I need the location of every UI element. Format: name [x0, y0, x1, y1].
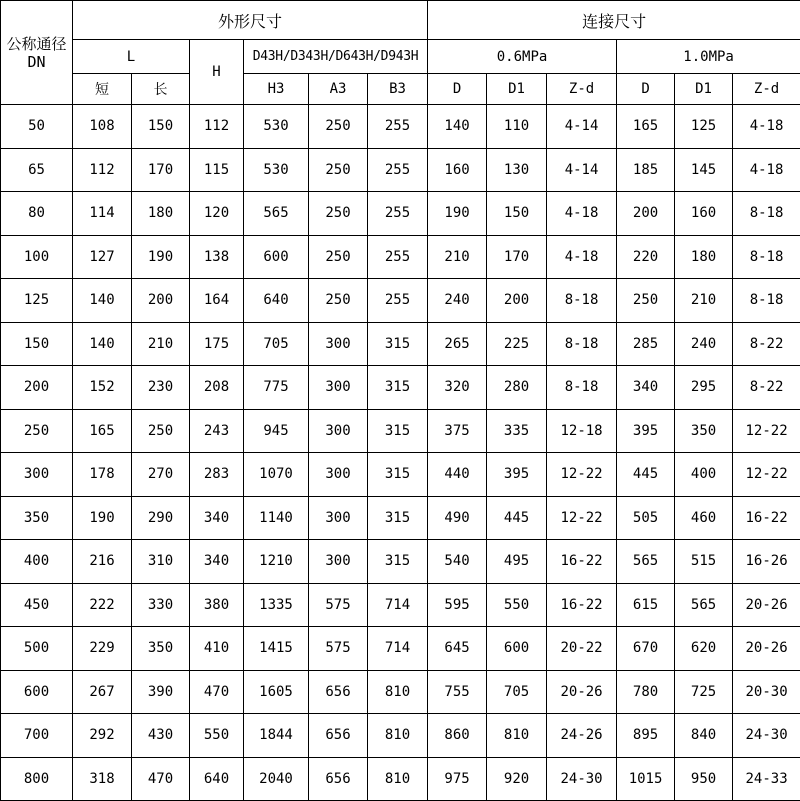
cell-zd-1-0: 8-18 [733, 279, 800, 323]
cell-zd-0-6: 16-22 [547, 583, 617, 627]
table-row [1, 279, 800, 323]
table-row [1, 627, 800, 671]
nominal-diameter-label: 公称通径 [6, 35, 66, 53]
cell-h3: 1844 [244, 714, 309, 758]
cell-d1-1-0: 295 [675, 366, 733, 410]
cell-d-0-6: 210 [428, 235, 487, 279]
cell-d1-0-6: 810 [487, 714, 547, 758]
cell-height-h: 380 [190, 583, 244, 627]
cell-short-length: 165 [73, 409, 132, 453]
cell-dn: 125 [1, 279, 73, 323]
cell-d-1-0: 165 [617, 105, 675, 149]
table-row [1, 322, 800, 366]
cell-zd-1-0: 4-18 [733, 148, 800, 192]
cell-dn: 300 [1, 453, 73, 497]
cell-d1-1-0: 840 [675, 714, 733, 758]
cell-b3: 255 [368, 192, 428, 236]
cell-long-length: 310 [132, 540, 190, 584]
cell-a3: 300 [309, 496, 368, 540]
cell-d-1-0: 200 [617, 192, 675, 236]
outline-dimensions-header: 外形尺寸 [73, 1, 428, 40]
dn-label: DN [27, 53, 45, 71]
cell-short-length: 152 [73, 366, 132, 410]
cell-zd-0-6: 8-18 [547, 279, 617, 323]
cell-dn: 800 [1, 757, 73, 801]
cell-d1-0-6: 445 [487, 496, 547, 540]
table-row [1, 105, 800, 149]
table-row [1, 453, 800, 497]
cell-height-h: 470 [190, 670, 244, 714]
cell-h3: 565 [244, 192, 309, 236]
header-row-columns [1, 74, 800, 105]
cell-d-0-6: 755 [428, 670, 487, 714]
cell-dn: 600 [1, 670, 73, 714]
cell-dn: 80 [1, 192, 73, 236]
cell-h3: 1605 [244, 670, 309, 714]
cell-short-length: 178 [73, 453, 132, 497]
d-0-6-header: D [428, 74, 487, 105]
cell-short-length: 112 [73, 148, 132, 192]
cell-d1-0-6: 600 [487, 627, 547, 671]
d-1-0-header: D [617, 74, 675, 105]
cell-d1-1-0: 565 [675, 583, 733, 627]
cell-dn: 400 [1, 540, 73, 584]
cell-long-length: 170 [132, 148, 190, 192]
cell-d1-0-6: 550 [487, 583, 547, 627]
cell-height-h: 164 [190, 279, 244, 323]
table-row [1, 148, 800, 192]
header-row-groups [1, 1, 800, 40]
cell-d-0-6: 860 [428, 714, 487, 758]
cell-b3: 255 [368, 105, 428, 149]
cell-d1-1-0: 180 [675, 235, 733, 279]
cell-short-length: 222 [73, 583, 132, 627]
cell-d1-1-0: 350 [675, 409, 733, 453]
table-body [1, 105, 800, 801]
zd-1-0-header: Z-d [733, 74, 800, 105]
cell-long-length: 330 [132, 583, 190, 627]
cell-dn: 350 [1, 496, 73, 540]
cell-d1-0-6: 335 [487, 409, 547, 453]
cell-short-length: 114 [73, 192, 132, 236]
cell-a3: 250 [309, 148, 368, 192]
cell-d-1-0: 250 [617, 279, 675, 323]
cell-b3: 255 [368, 235, 428, 279]
cell-long-length: 150 [132, 105, 190, 149]
cell-zd-1-0: 16-26 [733, 540, 800, 584]
cell-d-1-0: 895 [617, 714, 675, 758]
cell-b3: 714 [368, 627, 428, 671]
cell-d1-0-6: 150 [487, 192, 547, 236]
cell-short-length: 229 [73, 627, 132, 671]
cell-a3: 250 [309, 192, 368, 236]
cell-h3: 2040 [244, 757, 309, 801]
h3-header: H3 [244, 74, 309, 105]
cell-long-length: 270 [132, 453, 190, 497]
cell-d1-0-6: 130 [487, 148, 547, 192]
cell-short-length: 140 [73, 279, 132, 323]
cell-d1-1-0: 460 [675, 496, 733, 540]
cell-d-1-0: 670 [617, 627, 675, 671]
cell-d1-1-0: 400 [675, 453, 733, 497]
cell-d-0-6: 440 [428, 453, 487, 497]
cell-d-1-0: 615 [617, 583, 675, 627]
cell-b3: 255 [368, 148, 428, 192]
cell-long-length: 250 [132, 409, 190, 453]
height-H-header: H [190, 40, 244, 105]
cell-d1-0-6: 225 [487, 322, 547, 366]
cell-d1-1-0: 210 [675, 279, 733, 323]
cell-a3: 300 [309, 322, 368, 366]
cell-h3: 775 [244, 366, 309, 410]
cell-short-length: 216 [73, 540, 132, 584]
cell-d1-0-6: 110 [487, 105, 547, 149]
cell-b3: 315 [368, 540, 428, 584]
long-length-header: 长 [132, 74, 190, 105]
short-length-header: 短 [73, 74, 132, 105]
cell-h3: 945 [244, 409, 309, 453]
cell-d-0-6: 140 [428, 105, 487, 149]
cell-h3: 1210 [244, 540, 309, 584]
cell-d-0-6: 375 [428, 409, 487, 453]
cell-height-h: 550 [190, 714, 244, 758]
cell-short-length: 140 [73, 322, 132, 366]
cell-dn: 100 [1, 235, 73, 279]
cell-h3: 1415 [244, 627, 309, 671]
cell-long-length: 230 [132, 366, 190, 410]
b3-header: B3 [368, 74, 428, 105]
cell-d-1-0: 505 [617, 496, 675, 540]
cell-long-length: 430 [132, 714, 190, 758]
length-L-header: L [73, 40, 190, 74]
cell-h3: 1335 [244, 583, 309, 627]
cell-zd-0-6: 12-22 [547, 453, 617, 497]
cell-b3: 315 [368, 322, 428, 366]
table-header [1, 1, 800, 105]
cell-zd-1-0: 16-22 [733, 496, 800, 540]
cell-d1-1-0: 145 [675, 148, 733, 192]
valve-models-header: D43H/D343H/D643H/D943H [244, 40, 428, 74]
zd-0-6-header: Z-d [547, 74, 617, 105]
cell-a3: 575 [309, 583, 368, 627]
cell-zd-0-6: 24-26 [547, 714, 617, 758]
cell-height-h: 115 [190, 148, 244, 192]
cell-d1-1-0: 240 [675, 322, 733, 366]
cell-b3: 315 [368, 409, 428, 453]
cell-dn: 250 [1, 409, 73, 453]
cell-zd-0-6: 20-26 [547, 670, 617, 714]
cell-long-length: 210 [132, 322, 190, 366]
cell-zd-1-0: 8-18 [733, 192, 800, 236]
cell-zd-1-0: 8-18 [733, 235, 800, 279]
nominal-diameter-header [1, 1, 73, 105]
cell-zd-1-0: 8-22 [733, 366, 800, 410]
cell-d1-1-0: 620 [675, 627, 733, 671]
cell-zd-1-0: 24-30 [733, 714, 800, 758]
cell-a3: 656 [309, 670, 368, 714]
cell-b3: 810 [368, 670, 428, 714]
cell-zd-1-0: 24-33 [733, 757, 800, 801]
cell-b3: 810 [368, 714, 428, 758]
cell-b3: 810 [368, 757, 428, 801]
cell-d1-1-0: 725 [675, 670, 733, 714]
cell-d-0-6: 645 [428, 627, 487, 671]
cell-height-h: 340 [190, 540, 244, 584]
cell-height-h: 138 [190, 235, 244, 279]
cell-d1-1-0: 160 [675, 192, 733, 236]
cell-b3: 315 [368, 496, 428, 540]
cell-b3: 315 [368, 366, 428, 410]
cell-zd-0-6: 4-18 [547, 192, 617, 236]
cell-zd-0-6: 4-18 [547, 235, 617, 279]
cell-d-1-0: 340 [617, 366, 675, 410]
cell-a3: 250 [309, 105, 368, 149]
cell-zd-0-6: 12-18 [547, 409, 617, 453]
cell-d-0-6: 540 [428, 540, 487, 584]
cell-d-1-0: 185 [617, 148, 675, 192]
cell-h3: 600 [244, 235, 309, 279]
cell-zd-0-6: 8-18 [547, 322, 617, 366]
table-row [1, 540, 800, 584]
cell-zd-0-6: 12-22 [547, 496, 617, 540]
table-row [1, 366, 800, 410]
cell-zd-1-0: 12-22 [733, 453, 800, 497]
cell-d-0-6: 595 [428, 583, 487, 627]
cell-d1-1-0: 125 [675, 105, 733, 149]
cell-d-1-0: 220 [617, 235, 675, 279]
cell-height-h: 120 [190, 192, 244, 236]
cell-b3: 714 [368, 583, 428, 627]
cell-long-length: 290 [132, 496, 190, 540]
cell-height-h: 640 [190, 757, 244, 801]
cell-zd-0-6: 20-22 [547, 627, 617, 671]
cell-zd-1-0: 20-30 [733, 670, 800, 714]
cell-height-h: 175 [190, 322, 244, 366]
cell-dn: 450 [1, 583, 73, 627]
cell-h3: 705 [244, 322, 309, 366]
pressure-1-0mpa-header: 1.0MPa [617, 40, 800, 74]
cell-dn: 50 [1, 105, 73, 149]
cell-long-length: 470 [132, 757, 190, 801]
d1-1-0-header: D1 [675, 74, 733, 105]
cell-a3: 575 [309, 627, 368, 671]
cell-d-1-0: 445 [617, 453, 675, 497]
cell-d1-0-6: 395 [487, 453, 547, 497]
pressure-0-6mpa-header: 0.6MPa [428, 40, 617, 74]
cell-b3: 255 [368, 279, 428, 323]
cell-short-length: 292 [73, 714, 132, 758]
cell-h3: 640 [244, 279, 309, 323]
cell-a3: 656 [309, 757, 368, 801]
cell-h3: 1140 [244, 496, 309, 540]
cell-height-h: 283 [190, 453, 244, 497]
cell-a3: 300 [309, 409, 368, 453]
cell-dn: 150 [1, 322, 73, 366]
table-row [1, 757, 800, 801]
cell-d-0-6: 190 [428, 192, 487, 236]
cell-d1-0-6: 170 [487, 235, 547, 279]
table-row [1, 583, 800, 627]
cell-height-h: 243 [190, 409, 244, 453]
cell-d-0-6: 975 [428, 757, 487, 801]
cell-short-length: 127 [73, 235, 132, 279]
cell-long-length: 350 [132, 627, 190, 671]
cell-d1-0-6: 920 [487, 757, 547, 801]
cell-d-1-0: 780 [617, 670, 675, 714]
cell-d1-1-0: 950 [675, 757, 733, 801]
table-row [1, 192, 800, 236]
cell-short-length: 267 [73, 670, 132, 714]
cell-d1-1-0: 515 [675, 540, 733, 584]
cell-long-length: 390 [132, 670, 190, 714]
d1-0-6-header: D1 [487, 74, 547, 105]
cell-dn: 700 [1, 714, 73, 758]
table-row [1, 235, 800, 279]
cell-a3: 250 [309, 279, 368, 323]
cell-height-h: 208 [190, 366, 244, 410]
table-row [1, 496, 800, 540]
cell-a3: 300 [309, 366, 368, 410]
cell-h3: 1070 [244, 453, 309, 497]
cell-zd-1-0: 8-22 [733, 322, 800, 366]
cell-d1-0-6: 705 [487, 670, 547, 714]
cell-dn: 200 [1, 366, 73, 410]
cell-zd-1-0: 20-26 [733, 583, 800, 627]
cell-d-0-6: 160 [428, 148, 487, 192]
cell-d1-0-6: 280 [487, 366, 547, 410]
table-row [1, 670, 800, 714]
cell-a3: 250 [309, 235, 368, 279]
cell-height-h: 410 [190, 627, 244, 671]
cell-zd-1-0: 20-26 [733, 627, 800, 671]
cell-d-0-6: 265 [428, 322, 487, 366]
cell-d1-0-6: 495 [487, 540, 547, 584]
cell-zd-0-6: 24-30 [547, 757, 617, 801]
cell-zd-1-0: 12-22 [733, 409, 800, 453]
cell-d-1-0: 285 [617, 322, 675, 366]
header-row-subgroups [1, 40, 800, 74]
table-row [1, 409, 800, 453]
cell-a3: 300 [309, 540, 368, 584]
cell-short-length: 190 [73, 496, 132, 540]
cell-zd-1-0: 4-18 [733, 105, 800, 149]
cell-zd-0-6: 4-14 [547, 148, 617, 192]
cell-long-length: 180 [132, 192, 190, 236]
cell-short-length: 318 [73, 757, 132, 801]
cell-d-0-6: 240 [428, 279, 487, 323]
cell-b3: 315 [368, 453, 428, 497]
cell-d-1-0: 1015 [617, 757, 675, 801]
cell-d-1-0: 565 [617, 540, 675, 584]
cell-height-h: 112 [190, 105, 244, 149]
cell-zd-0-6: 16-22 [547, 540, 617, 584]
cell-short-length: 108 [73, 105, 132, 149]
connection-dimensions-header: 连接尺寸 [428, 1, 800, 40]
cell-d1-0-6: 200 [487, 279, 547, 323]
cell-d-0-6: 320 [428, 366, 487, 410]
table-row [1, 714, 800, 758]
cell-long-length: 200 [132, 279, 190, 323]
cell-d-0-6: 490 [428, 496, 487, 540]
cell-zd-0-6: 4-14 [547, 105, 617, 149]
a3-header: A3 [309, 74, 368, 105]
cell-dn: 500 [1, 627, 73, 671]
cell-h3: 530 [244, 105, 309, 149]
cell-dn: 65 [1, 148, 73, 192]
cell-h3: 530 [244, 148, 309, 192]
cell-long-length: 190 [132, 235, 190, 279]
cell-height-h: 340 [190, 496, 244, 540]
cell-zd-0-6: 8-18 [547, 366, 617, 410]
cell-d-1-0: 395 [617, 409, 675, 453]
cell-a3: 300 [309, 453, 368, 497]
cell-a3: 656 [309, 714, 368, 758]
